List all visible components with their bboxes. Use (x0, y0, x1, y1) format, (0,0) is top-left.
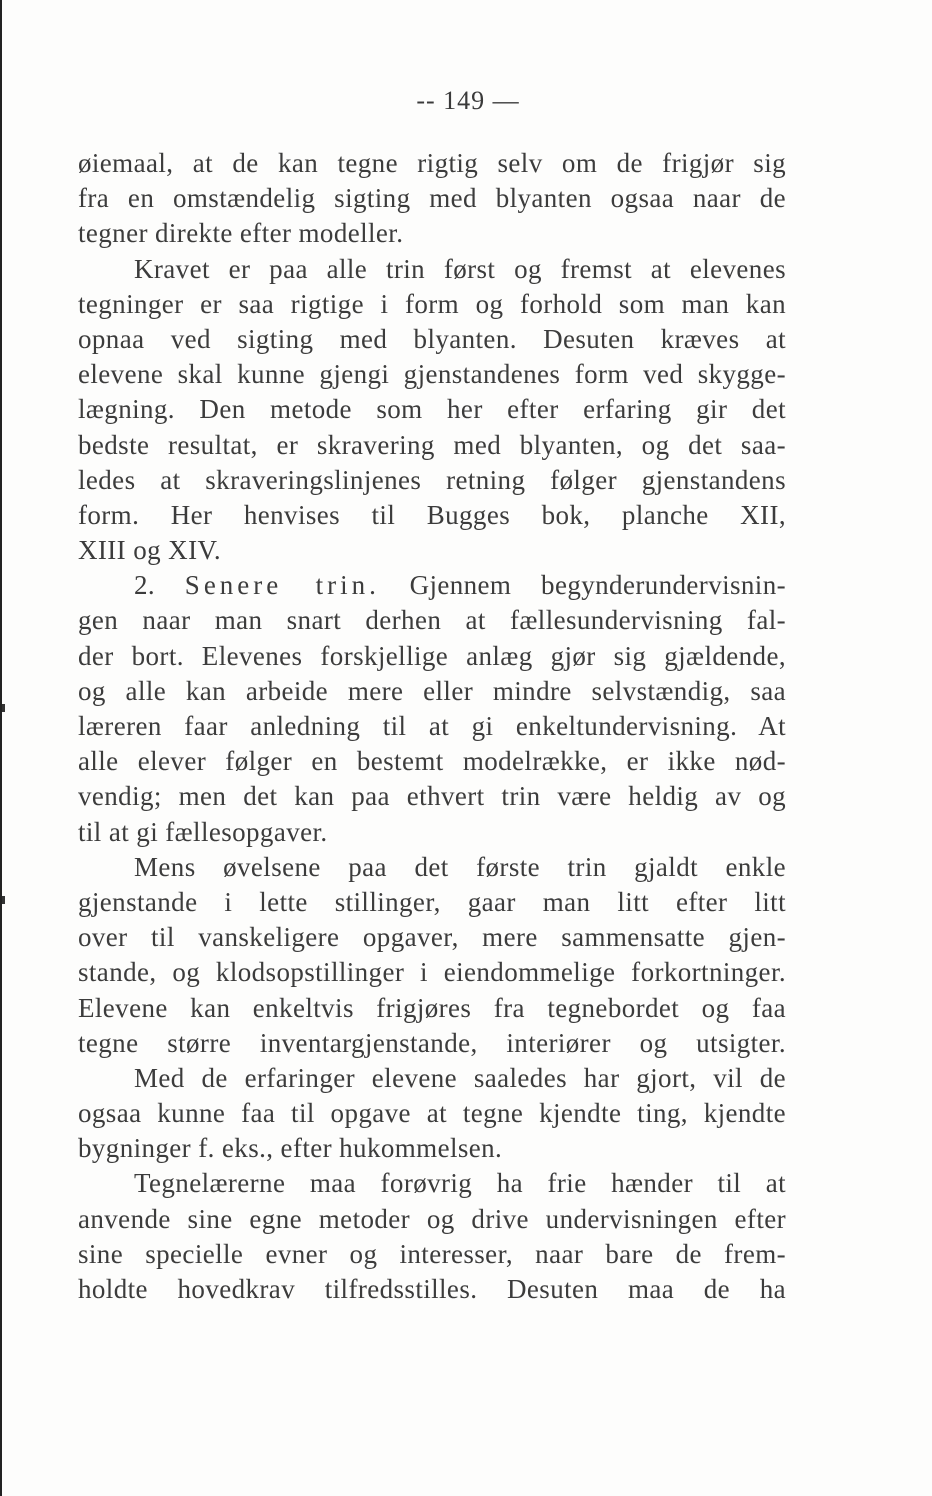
text-line: tegninger er saa rigtige i form og forhold som man kan (78, 288, 786, 319)
paragraph-2 (78, 252, 786, 569)
section-number: 2. (134, 570, 156, 601)
text-line: øiemaal, at de kan tegne rigtig selv om de frigjør sig (78, 148, 786, 178)
paragraph-4 (78, 850, 786, 1061)
text-line: bedste resultat, er skravering med blyanten, og det saa- (78, 429, 786, 460)
text-line: Gjennem begynderundervisnin- (409, 570, 786, 601)
text-line: XIII og XIV. (78, 535, 222, 566)
page-number: -- 149 — (416, 86, 520, 115)
paragraph-1 (78, 146, 786, 252)
paragraph-5 (78, 1061, 786, 1167)
section-title: Senere trin. (184, 570, 380, 601)
text-line: vendig; men det kan paa ethvert trin være heldig av og (78, 781, 786, 812)
text-line: gjenstande i lette stillinger, gaar man litt efter litt (78, 886, 786, 917)
text-line: til at gi fællesopgaver. (78, 816, 328, 847)
text-line: fra en omstændelig sigting med blyanten ogsaa naar de (78, 183, 786, 214)
text-line: holdte hovedkrav tilfredsstilles. Desuten maa de ha (78, 1274, 786, 1304)
text-line: form. Her henvises til Bugges bok, planche XII, (78, 499, 786, 530)
margin-mark (2, 704, 5, 712)
text-line: elevene skal kunne gjengi gjenstandenes form ved skygge- (78, 359, 786, 390)
text-line: Tegnelærerne maa forøvrig ha frie hænder til at (134, 1168, 786, 1199)
text-line: ledes at skraveringslinjenes retning følger gjenstandens (78, 464, 786, 495)
text-line: Kravet er paa alle trin først og fremst at elevenes (134, 253, 786, 284)
text-line: opnaa ved sigting med blyanten. Desuten kræves at (78, 323, 786, 354)
text-line: anvende sine egne metoder og drive undervisningen efter (78, 1203, 786, 1234)
text-line: der bort. Elevenes forskjellige anlæg gjør sig gjældende, (78, 640, 786, 671)
text-line: lægning. Den metode som her efter erfaring gir det (78, 394, 786, 425)
paragraph-3 (78, 568, 786, 850)
text-line: og alle kan arbeide mere eller mindre selvstændig, saa (78, 675, 786, 706)
text-line: ogsaa kunne faa til opgave at tegne kjendte ting, kjendte (78, 1098, 786, 1129)
body-text (78, 146, 786, 1307)
text-line: gen naar man snart derhen at fællesundervisning fal- (78, 605, 786, 636)
paragraph-6 (78, 1166, 786, 1307)
text-line: stande, og klodsopstillinger i eiendommelige forkortninger. (78, 957, 786, 988)
text-line: sine specielle evner og interesser, naar bare de frem- (78, 1238, 786, 1269)
text-line: Med de erfaringer elevene saaledes har gjort, vil de (134, 1062, 786, 1093)
margin-mark (2, 896, 5, 904)
text-line: over til vanskeligere opgaver, mere sammensatte gjen- (78, 922, 786, 953)
text-line: Elevene kan enkeltvis frigjøres fra tegnebordet og faa (78, 992, 786, 1023)
text-line: alle elever følger en bestemt modelrække, er ikke nød- (78, 746, 786, 777)
text-line: læreren faar anledning til at gi enkeltundervisning. At (78, 711, 786, 741)
section-heading-line (78, 568, 786, 603)
text-line: tegne større inventargjenstande, interiører og utsigter. (78, 1027, 786, 1058)
text-line: Mens øvelsene paa det første trin gjaldt enkle (134, 851, 786, 882)
text-line: bygninger f. eks., efter hukommelsen. (78, 1133, 503, 1164)
text-line: tegner direkte efter modeller. (78, 218, 404, 249)
